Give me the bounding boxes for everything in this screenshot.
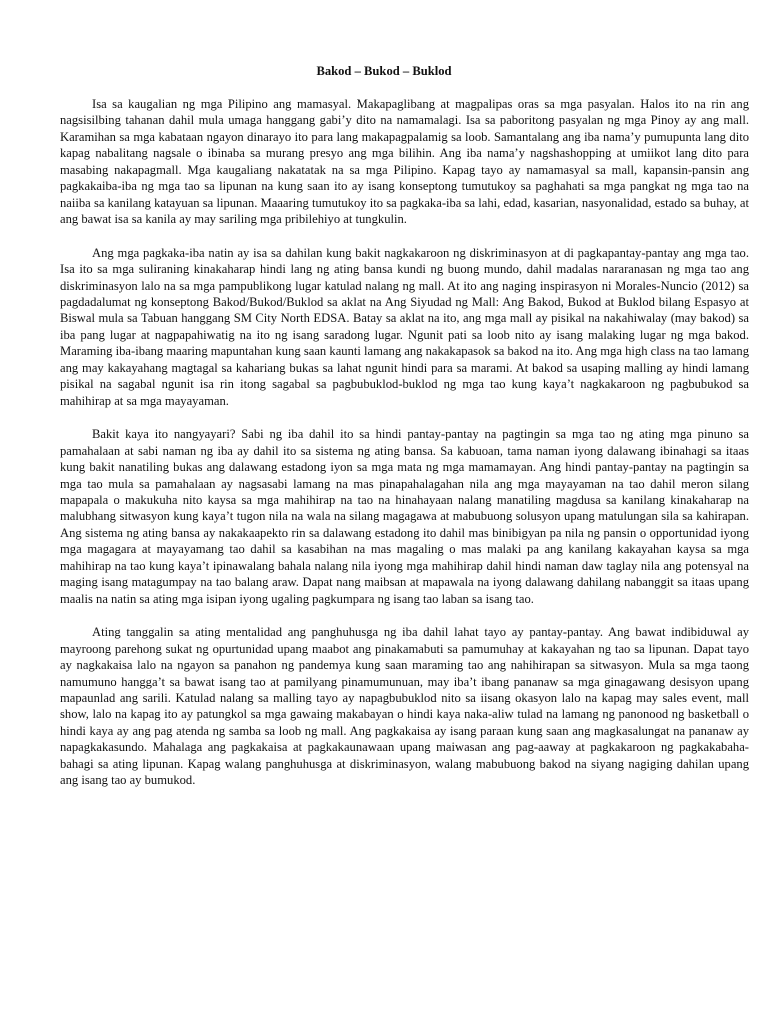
paragraph-1: Isa sa kaugalian ng mga Pilipino ang mamasyal. Makapaglibang at magpalipas oras sa mga pasyalan. Halos ito na rin ang nagsisilbing tahanan dahil mula umaga hanggang gabi’y dito na namamalagi. Isa sa paboritong pasyalan ng mga Pinoy ay ang mall. Karamihan sa mga kabataan ngayon dinarayo ito para lang makapagpalamig sa loob. Samantalang ang iba nama’y pumupunta lang dito kapag nabalitang nagsale o ibinaba sa murang presyo ang mga bilihin. Ang iba nama’y nagshashopping at umiikot lang dito para masabing nakapagmall. Mga kaugaliang nakatatak na sa mga Pilipino. Kapag tayo ay namamasyal sa mall, kapansin-pansin ang pagkakaiba-iba ng mga tao sa lipunan na kung saan ito ay isang konseptong tumutukoy sa paghahati sa mga pangkat ng mga tao na naiiba sa kanilang katayuan sa lipunan. Maaaring tumutukoy ito sa pagkaka-iba sa lahi, edad, kasarian, nasyonalidad, estado sa buhay, at ang bawat isa sa kanila ay may sariling mga pribilehiyo at tungkulin. bbox=[60, 97, 749, 227]
paragraph-2: Ang mga pagkaka-iba natin ay isa sa dahilan kung bakit nagkakaroon ng diskriminasyon at di pagkapantay-pantay ang mga tao. Isa ito sa mga suliraning kinakaharap hindi lang ng ating bansa kundi ng buong mundo, dahil madalas nararanasan ng mga tao ang diskriminasyon lalo na sa mga pampublikong lugar katulad nalang ng mall. At ito ang naging inspirasyon ni Morales-Nuncio (2012) sa pagdadalumat ng konseptong Bakod/Bukod/Buklod sa aklat na Ang Siyudad ng Mall: Ang Bakod, Bukod at Buklod bilang Espasyo at Biswal mula sa Tabuan hanggang SM City North EDSA. Batay sa aklat na ito, ang mga mall ay pisikal na nakahiwalay (may bakod) sa iba pang lugar at nagpapahiwatig na ito ng isang saradong lugar. Ngunit pati sa loob nito ay isang malaking lugar ng mga bakod. Maraming iba-ibang maaring mapuntahan kung saan kaunti lamang ang nakakapasok sa bakod na ito. Ang mga high class na tao lamang ang may kakayahang magtagal sa kahariang bukas sa lahat ngunit hindi para sa marami. At bakod sa usaping malling ay hindi lamang pisikal na sagabal ngunit isa rin itong sagabal sa pagbubuklod-buklod ng mga tao kung kaya’t nagkakaroon ng pagbubukod sa mahihirap at sa mga mayayaman. bbox=[60, 245, 749, 408]
paragraph-4: Ating tanggalin sa ating mentalidad ang panghuhusga ng iba dahil lahat tayo ay pantay-pantay. Ang bawat indibiduwal ay mayroong parehong sukat ng opurtunidad upang maabot ang pinakamabuti sa pamumuhay at kakayahan ng tao sa lipunan. Dapat tayo ay nagkakaisa lalo na ngayon sa panahon ng pandemya kung saan maraming tao ang nahihirapan sa sitwasyon. Mula sa mga taong namumuno hangga’t sa bawat isang tao at pamilyang pinamumunuan, may iba’t ibang pananaw sa mga ginagawang desisyon upang mapaunlad ang sarili. Katulad nalang sa malling tayo ay napagbubuklod nito sa iisang okasyon lalo na kapag may sales event, mall show, lalo na kapag ito ay patungkol sa mga gawaing makabayan o hindi kaya naka-aliw tulad na lamang ng panonood ng basketball o hindi kaya ay ang pag atenda ng samba sa loob ng mall. Ang pagkakaisa ay isang paraan kung saan ang magkasalungat na pananaw ay napagkakasundo. Mahalaga ang pagkakaisa at pagkakaunawaan upang maiwasan ang pag-aaway at pagkakaroon ng pagkakabaha-bahagi sa ating lipunan. Kapag walang panghuhusga at diskriminasyon, walang mabubuong bakod na siyang nagiging dahilan upang ang isang tao ay bumukod. bbox=[60, 625, 749, 788]
paragraph-3: Bakit kaya ito nangyayari? Sabi ng iba dahil ito sa hindi pantay-pantay na pagtingin sa mga tao ng ating mga pinuno sa pamahalaan at sabi naman ng iba ay dahil ito sa sistema ng ating bansa. Sa kabuoan, tama naman iyong dalawang ibinahagi sa itaas kung bakit nanatiling bukas ang dalawang estadong iyon sa mga mata ng mga mamamayan. Ang hindi pantay-pantay na pagtingin sa mga tao mula sa pamahalaan ay nagsasabi lamang na mas pinapahalagahan nila ang mga mayayaman na tao dahil meron silang mapapala o makukuha nito kaysa sa mga mahihirap na tao na hinahayaan nalang manatiling magdusa sa kanilang kinakaharap na malubhang sitwasyon kung kaya’t tugon nila na wala na silang magagawa at mabubuong solusyon upang matulungan sila sa kahirapan. Ang sistema ng ating bansa ay nakakaapekto rin sa dalawang estadong ito dahil mas binibigyan pa nila ng pansin o opportunidad iyong mga magagara at mayayamang tao dahil sa kasabihan na mas magaling o mas malaki pa ang kanilang kakayahan kaysa sa mga mahihirap na tao kung kaya’t ipinawalang bahala nalang nila iyong mga mahihirap dahil hindi naman daw taglay nila ang potensyal na maging isang matagumpay na tao balang araw. Dapat nang maibsan at mapawala na iyong dalawang dahilang nabanggit sa itaas upang maalis na natin sa ating mga isipan iyong ugaling pagkumpara ng isang tao laban sa isang tao. bbox=[60, 427, 749, 606]
document-body bbox=[60, 96, 749, 806]
document-title: Bakod – Bukod – Buklod bbox=[316, 64, 452, 78]
